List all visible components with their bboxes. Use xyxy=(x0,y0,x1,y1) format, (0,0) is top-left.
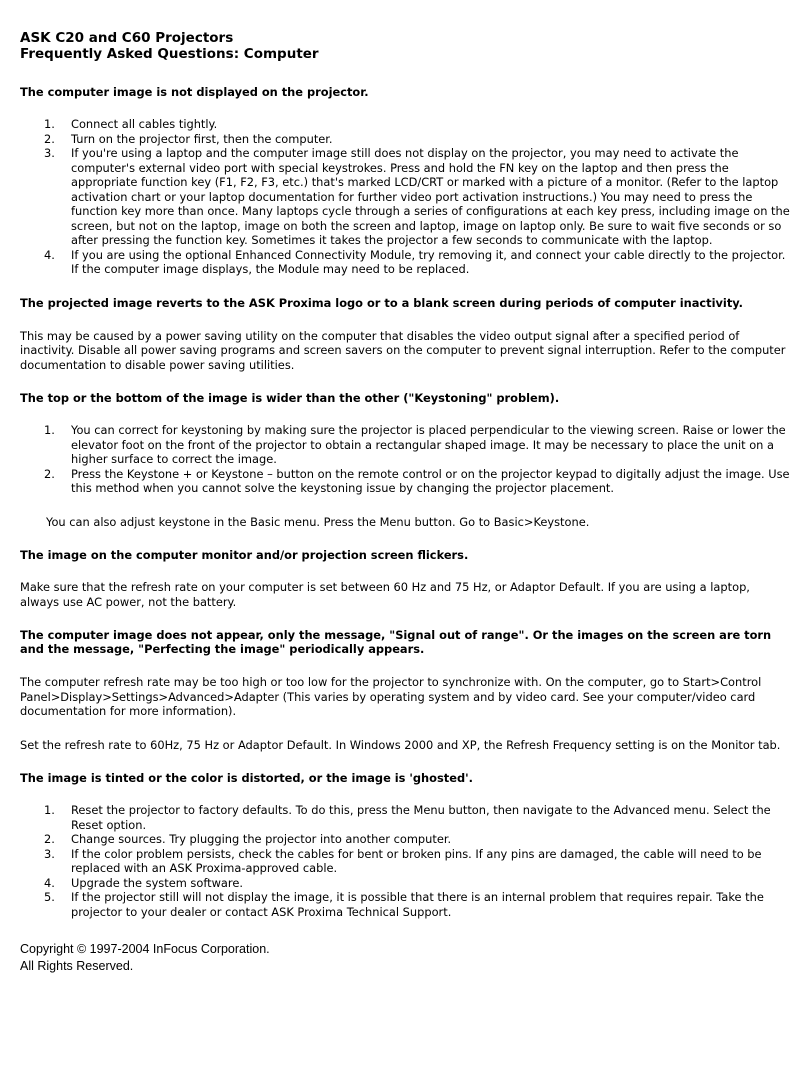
list-item-text: If the color problem persists, check the cables for bent or broken pins. If any pins are damaged, the cable will need to be replaced with an ASK Proxima-approved cable. xyxy=(71,846,762,875)
list-item xyxy=(20,132,792,147)
section-paragraph: Make sure that the refresh rate on your computer is set between 60 Hz and 75 Hz, or Adaptor Default. If you are using a laptop, always use AC power, not the battery. xyxy=(20,580,750,609)
list-number: 2. xyxy=(44,466,55,481)
list-item-text: If the projector still will not display the image, it is possible that there is an internal problem that requires repair. Take the projector to your dealer or contact ASK Proxima Technical Support. xyxy=(71,890,764,919)
list-number: 2. xyxy=(44,832,55,846)
list-number: 4. xyxy=(44,875,55,890)
list-item xyxy=(20,248,792,277)
list-number: 2. xyxy=(44,131,55,146)
list-item xyxy=(20,117,792,132)
list-number: 1. xyxy=(44,803,55,817)
section-paragraph: This may be caused by a power saving utility on the computer that disables the video output signal after a specified period of inactivity. Disable all power saving programs and screen savers on the computer to prevent signal interruption. Refer to the computer documentation to disable power saving utilities. xyxy=(20,328,786,372)
section-note: You can also adjust keystone in the Basic menu. Press the Menu button. Go to Basic>Keystone. xyxy=(46,514,590,529)
list-item xyxy=(20,803,792,832)
section-paragraph: Set the refresh rate to 60Hz, 75 Hz or Adaptor Default. In Windows 2000 and XP, the Refresh Frequency setting is on the Monitor tab. xyxy=(20,737,781,752)
document-title xyxy=(20,30,792,62)
copyright-footer xyxy=(20,941,792,974)
list-item-text: You can correct for keystoning by making sure the projector is placed perpendicular to the viewing screen. Raise or lower the elevator foot on the front of the projector to obtain a rectangular shaped image. It may be necessary to place the unit on a higher surface to correct the image. xyxy=(71,423,786,466)
section-heading: The projected image reverts to the ASK Proxima logo or to a blank screen during periods of computer inactivity. xyxy=(20,295,743,310)
section-heading: The computer image is not displayed on the projector. xyxy=(20,85,369,99)
numbered-list xyxy=(20,117,792,277)
list-item xyxy=(20,832,792,847)
list-item-text: Change sources. Try plugging the projector into another computer. xyxy=(71,832,452,846)
list-item-text: Upgrade the system software. xyxy=(71,875,243,890)
list-number: 4. xyxy=(44,247,55,262)
list-item-text: Turn on the projector first, then the computer. xyxy=(71,131,333,146)
list-number: 5. xyxy=(44,890,55,904)
section-heading: The computer image does not appear, only the message, "Signal out of range". Or the images on the screen are torn and the message, "Perfecting the image" periodically appears. xyxy=(20,628,772,656)
list-item xyxy=(20,146,792,248)
title-line-2: Frequently Asked Questions: Computer xyxy=(20,46,319,62)
list-item xyxy=(20,876,792,891)
list-item xyxy=(20,890,792,919)
list-number: 3. xyxy=(44,846,55,861)
list-item xyxy=(20,467,792,496)
list-item-text: If you are using the optional Enhanced Connectivity Module, try removing it, and connect your cable directly to the projector. If the computer image displays, the Module may need to be replaced. xyxy=(71,247,786,276)
section-heading: The top or the bottom of the image is wider than the other ("Keystoning" problem). xyxy=(20,391,560,405)
list-item-text: Connect all cables tightly. xyxy=(71,117,218,131)
numbered-list xyxy=(20,803,792,919)
list-number: 3. xyxy=(44,146,55,160)
section-heading: The image is tinted or the color is distorted, or the image is 'ghosted'. xyxy=(20,771,473,785)
list-number: 1. xyxy=(44,423,55,437)
list-item xyxy=(20,423,792,467)
section-heading: The image on the computer monitor and/or projection screen flickers. xyxy=(20,548,469,562)
section-paragraph: The computer refresh rate may be too high or too low for the projector to synchronize with. On the computer, go to Start>Control Panel>Display>Settings>Advanced>Adapter (This varies by operating system and by video card. See your computer/video card documentation for more information). xyxy=(20,675,762,718)
numbered-list xyxy=(20,423,792,496)
copyright-notice: Copyright © 1997-2004 InFocus Corporation. xyxy=(20,942,270,956)
rights-notice: All Rights Reserved. xyxy=(20,958,134,973)
title-line-1: ASK C20 and C60 Projectors xyxy=(20,30,234,46)
list-number: 1. xyxy=(44,117,55,131)
list-item-text: Reset the projector to factory defaults. To do this, press the Menu button, then navigate to the Advanced menu. Select the Reset option. xyxy=(71,803,771,832)
list-item-text: If you're using a laptop and the computer image still does not display on the projector, you may need to activate the computer's external video port with special keystrokes. Press and hold the FN key on the laptop and then press the appropriate function key (F1, F2, F3, etc.) that's marked LCD/CRT or marked with a picture of a monitor. (Refer to the laptop activation chart or your laptop documentation for further video port activation instructions.) You may need to press the function key more than once. Many laptops cycle through a series of configurations at each key press, including image on the screen, but not on the laptop, image on both the screen and laptop, image on laptop only. Be sure to wait five seconds or so after pressing the function key. Sometimes it takes the projector a few seconds to communicate with the laptop. xyxy=(71,146,790,247)
document-page xyxy=(20,30,792,974)
list-item xyxy=(20,847,792,876)
list-item-text: Press the Keystone + or Keystone – button on the remote control or on the projector keypad to digitally adjust the image. Use this method when you cannot solve the keystoning issue by changing the projector placement. xyxy=(71,466,790,495)
